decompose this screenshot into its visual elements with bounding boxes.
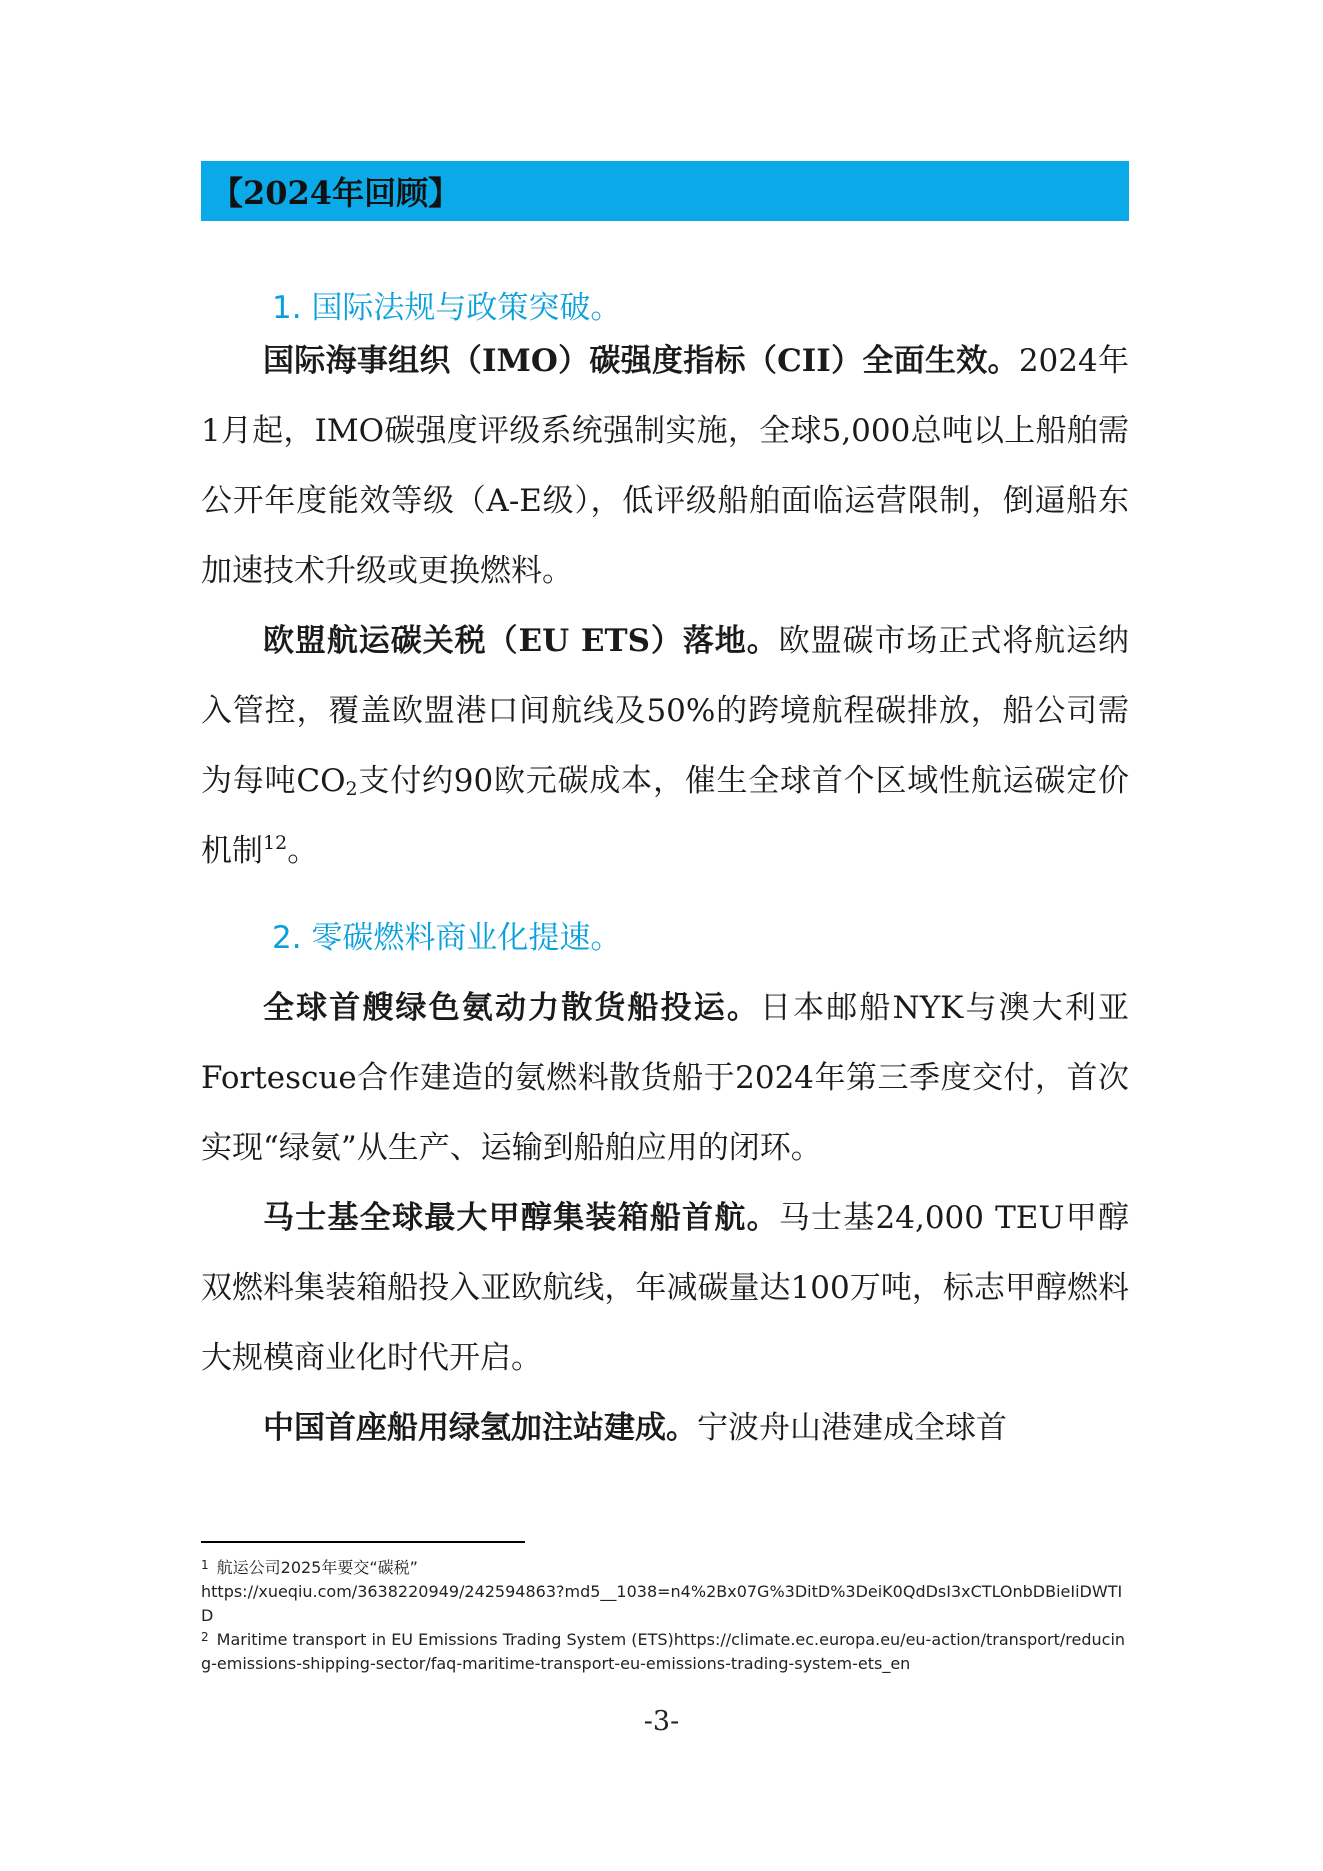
banner-title: 【2024年回顾】 — [211, 174, 461, 212]
paragraph-imo-cii — [201, 326, 1129, 606]
paragraph-body: 日本邮船NYK与澳大利亚Fortescue合作建造的氨燃料散货船于2024年第三季度交付，首次实现“绿氨”从生产、运输到船舶应用的闭环。 — [201, 990, 1129, 1166]
paragraph-body: 欧盟碳市场正式将航运纳入管控，覆盖欧盟港口间航线及50%的跨境航程碳排放，船公司需为每吨CO — [201, 623, 1129, 799]
page-number: -3- — [643, 1706, 680, 1737]
footnote-title: 航运公司2025年要交“碳税” — [216, 1558, 418, 1577]
paragraph-body: 宁波舟山港建成全球首 — [697, 1410, 1007, 1446]
paragraph-lead: 马士基全球最大甲醇集装箱船首航。 — [263, 1200, 779, 1236]
paragraph-lead: 国际海事组织（IMO）碳强度指标（CII）全面生效。 — [263, 343, 1019, 379]
footnote-number: 1 — [201, 1558, 209, 1572]
paragraph-eu-ets — [201, 606, 1129, 886]
footnote-ref[interactable]: 12 — [263, 832, 288, 854]
paragraph-ammonia-ship — [201, 973, 1129, 1183]
footnote-url[interactable]: https://climate.ec.europa.eu/eu-action/transport/reducing-emissions-shipping-sector/faq-maritime-transport-eu-emissions-trading-system-ets_en — [201, 1630, 1126, 1673]
section-heading-1 — [272, 282, 621, 327]
paragraph-body: 2024年1月起，IMO碳强度评级系统强制实施，全球5,000总吨以上船舶需公开年度能效等级（A-E级），低评级船舶面临运营限制，倒逼船东加速技术升级或更换燃料。 — [201, 343, 1129, 589]
footnote-url[interactable]: https://xueqiu.com/3638220949/242594863?md5__1038=n4%2Bx07G%3DitD%3DeiK0QdDsI3xCTLOnbDBieIiDWTID — [201, 1582, 1123, 1625]
paragraph-lead: 欧盟航运碳关税（EU ETS）落地。 — [263, 623, 779, 659]
paragraph-hydrogen-station — [201, 1393, 1129, 1463]
paragraph-maersk-methanol — [201, 1183, 1129, 1393]
footnote-divider — [201, 1541, 525, 1543]
section-banner — [201, 161, 1129, 221]
footnote-1 — [201, 1553, 1131, 1628]
footnote-number: 2 — [201, 1630, 209, 1644]
paragraph-body-cont: 支付约90欧元碳成本，催生全球首个区域性航运碳定价机制 — [201, 763, 1129, 869]
co2-subscript: 2 — [345, 778, 358, 800]
paragraph-end: 。 — [287, 833, 319, 869]
section-number: 2. — [272, 920, 302, 956]
paragraph-lead: 中国首座船用绿氢加注站建成。 — [263, 1410, 697, 1446]
section-title: 零碳燃料商业化提速。 — [311, 920, 622, 956]
section-title: 国际法规与政策突破。 — [311, 290, 622, 326]
paragraph-body: 马士基24,000 TEU甲醇双燃料集装箱船投入亚欧航线，年减碳量达100万吨，标志甲醇燃料大规模商业化时代开启。 — [201, 1200, 1129, 1376]
footnote-title: Maritime transport in EU Emissions Trading System (ETS) — [216, 1630, 674, 1649]
footnote-2 — [201, 1625, 1131, 1676]
section-number: 1. — [272, 290, 302, 326]
section-heading-2 — [272, 912, 621, 957]
paragraph-lead: 全球首艘绿色氨动力散货船投运。 — [263, 990, 761, 1026]
